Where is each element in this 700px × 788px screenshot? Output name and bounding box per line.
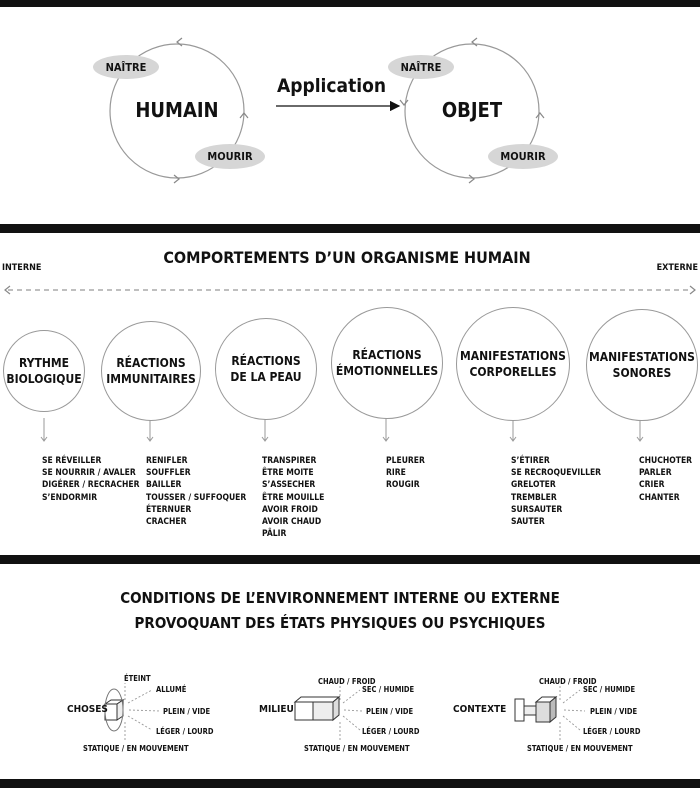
category-circle-emotionnelles: RÉACTIONS ÉMOTIONNELLES bbox=[331, 307, 443, 419]
humain-death-pill: MOURIR bbox=[195, 144, 265, 169]
objet-death-pill: MOURIR bbox=[488, 144, 558, 169]
cycle-chevron bbox=[472, 38, 477, 46]
conditions-title-line2: PROVOQUANT DES ÉTATS PHYSIQUES OU PSYCHIQUES bbox=[134, 614, 546, 632]
behavior-list-immunitaires: RENIFLER SOUFFLER BAILLER TOUSSER / SUFFOQUER ÉTERNUER CRACHER bbox=[146, 456, 247, 528]
condition-group-label-choses: CHOSES bbox=[67, 704, 108, 715]
behavior-list-rythme: SE RÉVEILLER SE NOURRIR / AVALER DIGÉRER / RECRACHER S’ENDORMIR bbox=[42, 456, 140, 503]
condition-group-label-milieu: MILIEU bbox=[259, 704, 294, 715]
condition-top-right-label: SEC / HUMIDE bbox=[583, 685, 636, 694]
condition-bottom-right-label: LÉGER / LOURD bbox=[583, 727, 641, 736]
condition-top-label: CHAUD / FROID bbox=[539, 677, 597, 686]
condition-top-right-label: SEC / HUMIDE bbox=[362, 685, 415, 694]
category-circle-immunitaires: RÉACTIONS IMMUNITAIRES bbox=[101, 321, 201, 421]
cycle-chevron bbox=[469, 175, 474, 183]
behavior-list-corporelles: S’ÉTIRER SE RECROQUEVILLER GRELOTER TREMBLER SURSAUTER SAUTER bbox=[511, 456, 602, 528]
behaviors-title: COMPORTEMENTS D’UN ORGANISME HUMAIN bbox=[163, 248, 531, 267]
condition-bottom-right-label: LÉGER / LOURD bbox=[362, 727, 420, 736]
cycle-chevron bbox=[536, 113, 544, 118]
category-circle-corporelles: MANIFESTATIONS CORPORELLES bbox=[456, 307, 570, 421]
behavior-list-emotionnelles: PLEURER RIRE ROUGIR bbox=[386, 456, 425, 491]
condition-bottom-label: STATIQUE / EN MOUVEMENT bbox=[304, 744, 410, 753]
condition-right-label: PLEIN / VIDE bbox=[366, 707, 414, 716]
objet-birth-pill: NAÎTRE bbox=[388, 55, 454, 79]
humain-birth-pill: NAÎTRE bbox=[93, 55, 159, 79]
behavior-list-peau: TRANSPIRER ÊTRE MOITE S’ASSECHER ÊTRE MOUILLE AVOIR FROID AVOIR CHAUD PÂLIR bbox=[262, 456, 325, 540]
condition-right-label: PLEIN / VIDE bbox=[590, 707, 638, 716]
category-circle-rythme: RYTHME BIOLOGIQUE bbox=[3, 330, 85, 412]
objet-label: OBJET bbox=[441, 98, 503, 122]
category-circle-sonores: MANIFESTATIONS SONORES bbox=[586, 309, 698, 421]
conditions-title-line1: CONDITIONS DE L’ENVIRONNEMENT INTERNE OU EXTERNE bbox=[120, 589, 560, 607]
humain-label: HUMAIN bbox=[135, 98, 219, 122]
milieu-object bbox=[295, 697, 339, 720]
condition-bottom-label: STATIQUE / EN MOUVEMENT bbox=[83, 744, 189, 753]
cycle-chevron bbox=[400, 100, 408, 105]
condition-top-label: CHAUD / FROID bbox=[318, 677, 376, 686]
interne-label: INTERNE bbox=[2, 263, 42, 273]
condition-bottom-right-label: LÉGER / LOURD bbox=[156, 727, 214, 736]
condition-top-label: ÉTEINT bbox=[124, 674, 151, 683]
cycle-chevron bbox=[177, 38, 182, 46]
condition-group-label-contexte: CONTEXTE bbox=[453, 704, 507, 715]
condition-bottom-label: STATIQUE / EN MOUVEMENT bbox=[527, 744, 633, 753]
condition-top-right-label: ALLUMÉ bbox=[156, 685, 187, 694]
cycle-chevron bbox=[174, 175, 179, 183]
category-circle-peau: RÉACTIONS DE LA PEAU bbox=[215, 318, 317, 420]
contexte-object bbox=[515, 697, 556, 722]
behavior-list-sonores: CHUCHOTER PARLER CRIER CHANTER bbox=[639, 456, 693, 503]
externe-label: EXTERNE bbox=[656, 263, 698, 273]
application-label: Application bbox=[277, 75, 387, 97]
condition-right-label: PLEIN / VIDE bbox=[163, 707, 211, 716]
